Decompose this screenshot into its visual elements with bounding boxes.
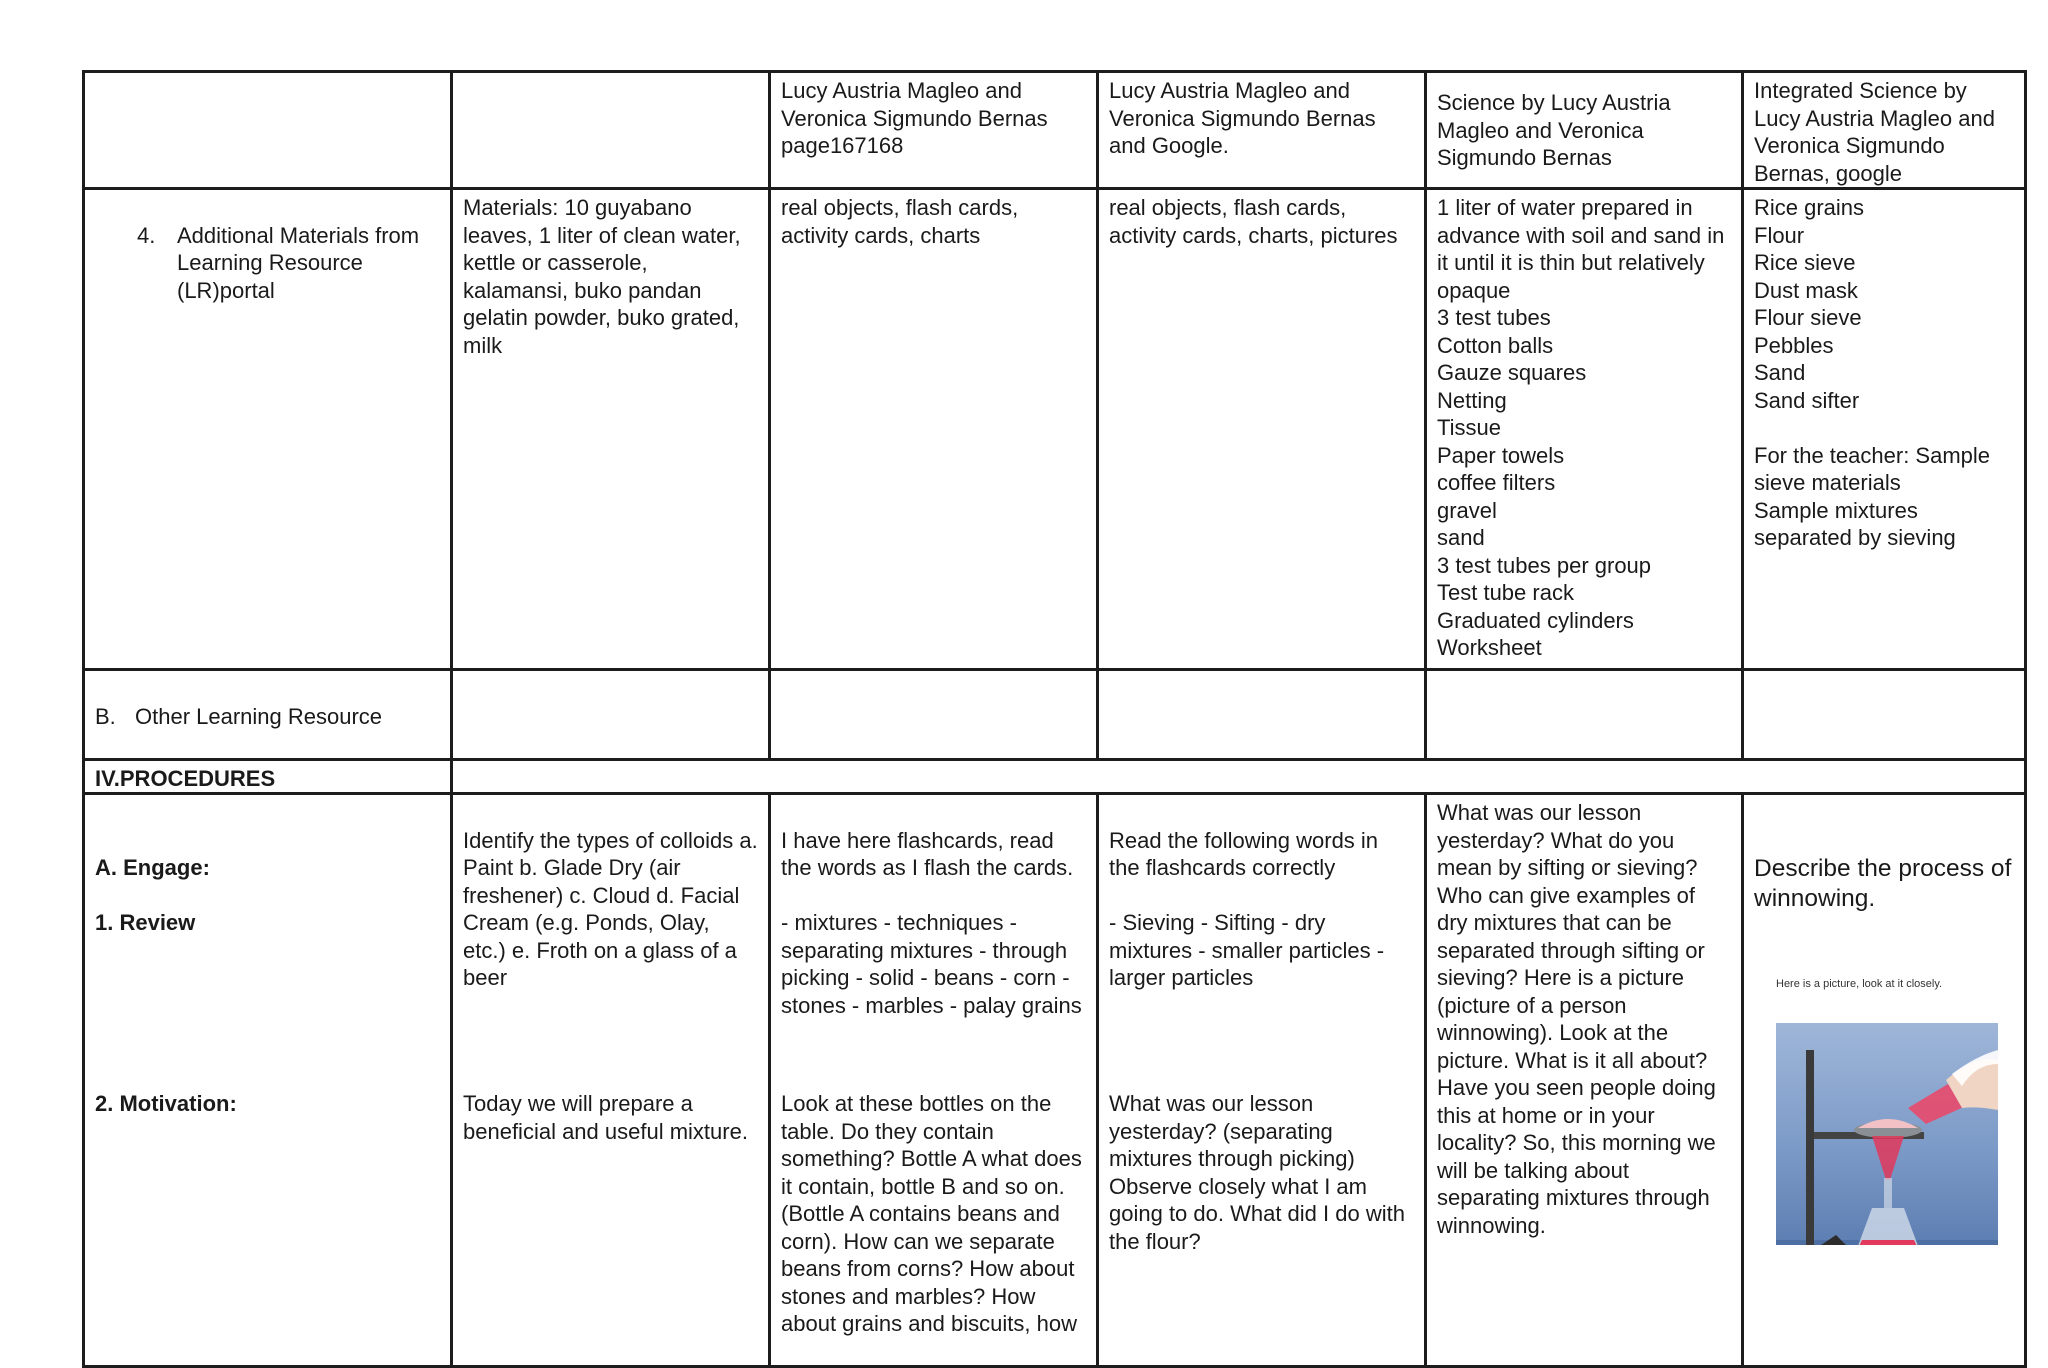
day1-motivation-text: Today we will prepare a beneficial and useful mixture. <box>463 1091 748 1144</box>
cell-day3-other <box>1098 670 1426 760</box>
item-number: 4. <box>137 222 156 248</box>
cell-day2-engage <box>770 794 1098 1367</box>
engage-heading: A. Engage: <box>95 855 210 880</box>
cell-day4-reference: Science by Lucy Austria Magleo and Veronica Sigmundo Bernas <box>1426 72 1743 189</box>
cell-day4-materials: 1 liter of water prepared in advance with soil and sand in it until it is thin but relatively opaque 3 test tubes Cotton balls Gauze squares Netting Tissue Paper towels coffee filters gravel sand 3 test tubes per group Test tube rack Graduated cylinders Worksheet <box>1426 189 1743 670</box>
additional-materials-row <box>84 189 2026 670</box>
cell-label-other-resources <box>84 670 452 760</box>
cell-day1-materials: Materials: 10 guyabano leaves, 1 liter of clean water, kettle or casserole, kalamansi, buko pandan gelatin powder, buko grated, milk <box>452 189 770 670</box>
item-letter: B. <box>95 703 116 729</box>
cell-day1-engage <box>452 794 770 1367</box>
cell-day5-engage <box>1743 794 2026 1367</box>
lesson-plan-table <box>82 70 2027 1368</box>
procedures-header-row <box>84 759 2026 794</box>
other-resources-label: Other Learning Resource <box>135 703 383 729</box>
day2-review-text: I have here flashcards, read the words as I flash the cards. - mixtures - techniques - separating mixtures - through picking - solid - beans - corn - stones - marbles - palay grains <box>781 827 1082 1018</box>
cell-label-empty <box>84 72 452 189</box>
cell-label-engage <box>84 794 452 1367</box>
cell-day2-other <box>770 670 1098 760</box>
day3-motivation-text: What was our lesson yesterday? (separating mixtures through picking) Observe closely what I am going to do. What did I do with the flour? <box>1109 1091 1405 1254</box>
cell-day5-other <box>1743 670 2026 760</box>
other-resources-row <box>84 670 2026 760</box>
cell-day3-materials: real objects, flash cards, activity cards, charts, pictures <box>1098 189 1426 670</box>
engage-row <box>84 794 2026 1367</box>
cell-label-additional-materials <box>84 189 452 670</box>
cell-day1-other <box>452 670 770 760</box>
cell-day2-reference: Lucy Austria Magleo and Veronica Sigmundo Bernas page167168 <box>770 72 1098 189</box>
day5-review-text: Describe the process of winnowing. <box>1754 854 2012 912</box>
cell-day2-materials: real objects, flash cards, activity cards, charts <box>770 189 1098 670</box>
cell-day4-engage: What was our lesson yesterday? What do you mean by sifting or sieving? Who can give examples of dry mixtures that can be separated through sifting or sieving? Here is a picture (picture of a person winnowing). Look at the picture. What is it all about? Have you seen people doing this at home or in your locality? So, this morning we will be talking about separating mixtures through winnowing. <box>1426 794 1743 1367</box>
references-row <box>84 72 2026 189</box>
winnowing-lab-photo <box>1776 1023 1998 1245</box>
image-caption: Here is a picture, look at it closely. <box>1776 978 1943 990</box>
cell-day3-engage <box>1098 794 1426 1367</box>
day1-review-text: Identify the types of colloids a. Paint b. Glade Dry (air freshener) c. Cloud d. Facial Cream (e.g. Ponds, Olay, etc.) e. Froth on a glass of a beer <box>463 827 758 990</box>
cell-day5-materials: Rice grains Flour Rice sieve Dust mask Flour sieve Pebbles Sand Sand sifter For the teacher: Sample sieve materials Sample mixtures separated by sieving <box>1743 189 2026 670</box>
cell-day1-empty <box>452 72 770 189</box>
cell-day5-reference: Integrated Science by Lucy Austria Magleo and Veronica Sigmundo Bernas, google <box>1743 72 2026 189</box>
lab-apparatus-illustration <box>1776 1050 1998 1245</box>
day3-review-text: Read the following words in the flashcards correctly - Sieving - Sifting - dry mixtures - smaller particles - larger particles <box>1109 827 1385 990</box>
review-heading: 1. Review <box>95 910 196 935</box>
procedures-span-empty <box>452 759 2026 794</box>
procedures-heading: IV.PROCEDURES <box>84 759 452 794</box>
day2-motivation-text: Look at these bottles on the table. Do they contain something? Bottle A what does it contain, bottle B and so on. (Bottle A contains beans and corn). How can we separate beans from corns? How about stones and marbles? How about grains and biscuits, how <box>781 1091 1082 1336</box>
motivation-heading: 2. Motivation: <box>95 1091 237 1116</box>
additional-materials-label: Additional Materials from Learning Resource (LR)portal <box>177 222 420 303</box>
cell-day3-reference: Lucy Austria Magleo and Veronica Sigmundo Bernas and Google. <box>1098 72 1426 189</box>
cell-day4-other <box>1426 670 1743 760</box>
